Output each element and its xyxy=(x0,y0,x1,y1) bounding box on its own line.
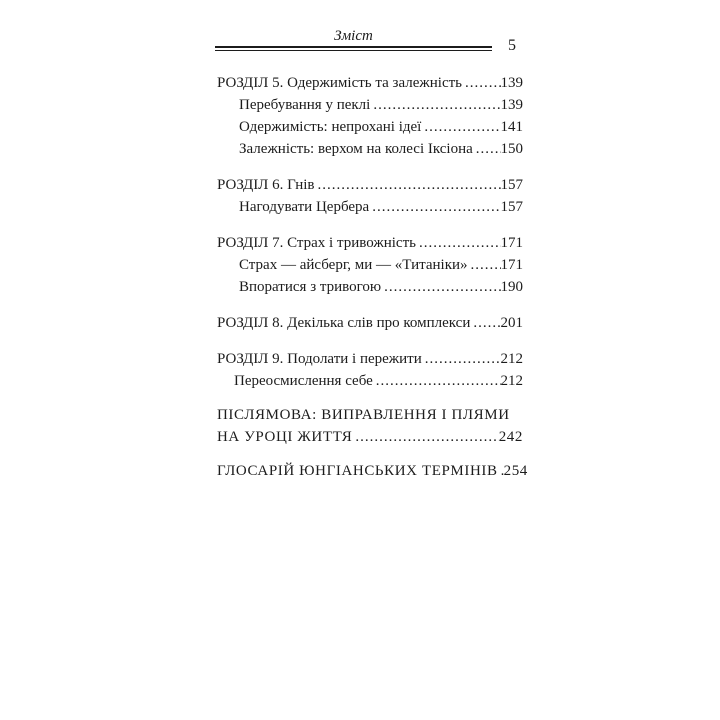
dot-leader xyxy=(369,196,500,218)
toc-entry-page: 171 xyxy=(500,235,523,251)
toc-subentry xyxy=(217,370,523,392)
header-rule-thin xyxy=(215,50,492,51)
toc-entry-chapter-9 xyxy=(217,348,523,370)
toc-entry-page: 157 xyxy=(500,177,523,193)
toc-subentry-title: Впоратися з тривогою xyxy=(239,279,382,295)
toc-entry-title: НА УРОЦІ ЖИТТЯ xyxy=(217,429,353,445)
toc-entry-page: 242 xyxy=(498,429,523,445)
table-of-contents xyxy=(217,72,528,482)
section-gap xyxy=(217,334,523,348)
toc-subentry-page: 139 xyxy=(500,97,523,113)
page-number: 5 xyxy=(508,37,516,54)
section-gap xyxy=(217,298,523,312)
toc-subentry-page: 141 xyxy=(500,119,523,135)
toc-subentry xyxy=(217,196,523,218)
toc-entry-title: РОЗДІЛ 8. Декілька слів про комплекси xyxy=(217,315,471,331)
toc-subentry xyxy=(217,94,523,116)
toc-subentry-page: 157 xyxy=(500,199,523,215)
header-rule-thick xyxy=(215,46,492,48)
dot-leader xyxy=(315,174,501,196)
toc-subentry-page: 150 xyxy=(500,141,523,157)
dot-leader xyxy=(373,370,501,392)
toc-subentry-title: Переосмислення себе xyxy=(234,373,373,389)
dot-leader xyxy=(352,426,498,448)
dot-leader xyxy=(422,348,501,370)
toc-subentry xyxy=(217,116,523,138)
toc-entry-afterword-line1 xyxy=(217,404,523,426)
toc-subentry xyxy=(217,276,523,298)
dot-leader xyxy=(462,72,500,94)
toc-subentry-page: 212 xyxy=(500,373,523,389)
toc-entry-page: 212 xyxy=(500,351,523,367)
dot-leader xyxy=(473,138,501,160)
toc-entry-title: РОЗДІЛ 5. Одержимість та залежність xyxy=(217,75,463,91)
toc-subentry xyxy=(217,138,523,160)
section-gap xyxy=(217,160,523,174)
section-gap xyxy=(217,392,523,404)
toc-entry-title: ПІСЛЯМОВА: ВИПРАВЛЕННЯ І ПЛЯМИ xyxy=(217,407,510,423)
toc-subentry xyxy=(217,254,523,276)
toc-entry-chapter-7 xyxy=(217,232,523,254)
dot-leader xyxy=(470,312,500,334)
toc-entry-page: 254 xyxy=(503,463,528,479)
toc-entry-chapter-5 xyxy=(217,72,523,94)
toc-subentry-page: 171 xyxy=(500,257,523,273)
toc-subentry-page: 190 xyxy=(500,279,523,295)
toc-subentry-title: Нагодувати Цербера xyxy=(239,199,370,215)
dot-leader xyxy=(381,276,500,298)
toc-entry-glossary xyxy=(217,460,528,482)
dot-leader xyxy=(416,232,501,254)
toc-subentry-title: Одержимість: непрохані ідеї xyxy=(239,119,422,135)
toc-entry-title: РОЗДІЛ 7. Страх і тривожність xyxy=(217,235,416,251)
running-header-title: Зміст xyxy=(334,28,373,44)
toc-entry-chapter-6 xyxy=(217,174,523,196)
section-gap xyxy=(217,448,523,460)
toc-entry-afterword-line2 xyxy=(217,426,523,448)
toc-entry-chapter-8 xyxy=(217,312,523,334)
toc-entry-page: 139 xyxy=(500,75,523,91)
dot-leader xyxy=(468,254,501,276)
section-gap xyxy=(217,218,523,232)
dot-leader xyxy=(421,116,500,138)
toc-entry-title: РОЗДІЛ 6. Гнів xyxy=(217,177,315,193)
toc-subentry-title: Залежність: верхом на колесі Іксіона xyxy=(239,141,473,157)
toc-entry-page: 201 xyxy=(500,315,523,331)
toc-entry-title: РОЗДІЛ 9. Подолати і пережити xyxy=(217,351,422,367)
toc-entry-title: ГЛОСАРІЙ ЮНГІАНСЬКИХ ТЕРМІНІВ xyxy=(217,463,498,479)
toc-subentry-title: Страх — айсберг, ми — «Титаніки» xyxy=(239,257,468,273)
dot-leader xyxy=(370,94,500,116)
toc-subentry-title: Перебування у пеклі xyxy=(239,97,371,113)
